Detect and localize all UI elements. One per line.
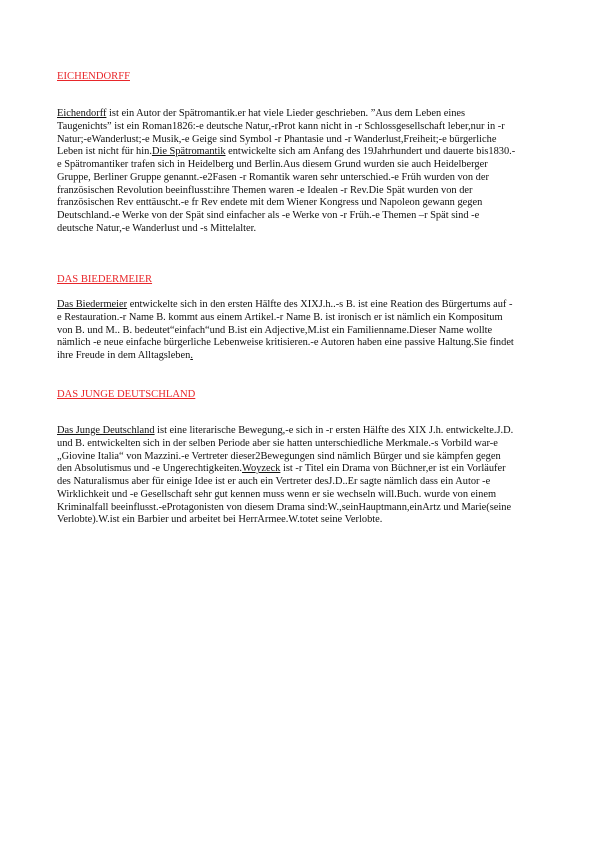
term-biedermeier: Das Biedermeier [57,299,128,310]
term-eichendorff: Eichendorff [57,108,107,119]
section-heading-eichendorff: EICHENDORFF [57,71,130,82]
paragraph-text: entwickelte sich in den ersten Hälfte des XIXJ.h..-s B. ist eine Reation des Bürgertums auf -e Restauration.-r Name B. kommt aus einem Artikel.-r Name B. ist ironisch er ist nämlich ein Kompositum von B. und M.. B. bedeutet“einfach“und B.ist ein Adjective,M.ist ein Familienname.Dieser Name wollte nämlich -e neue einfache bürgerliche Lebenweise kritisieren.-e Autoren haben eine passive Haltung.Sie findet ihre Freude in dem Alltagsleben [57,299,514,361]
paragraph-text: ist -r Titel ein Drama von Büchner,er ist ein Vorläufer des Naturalismus aber für einige Idee ist er auch ein Vertreter desJ.D..Er sagte nämlich dass ein Autor -e Wirklichkeit und -e Gesellschaft sehr gut kennen muss wenn er sie wechseln will.Buch. wurde von einem Kriminalfall beeinflusst.-eProtagonisten von diesem Drama sind:W.,seinHauptmann,einArtz und Marie(seine Verlobte).W.ist ein Barbier und arbeitet bei HerrArmee.W.totet seine Verlobte. [57,463,512,526]
section-heading-junge-deutschland: DAS JUNGE DEUTSCHLAND [57,389,196,400]
paragraph-end-mark: . [190,350,193,361]
term-junge-deutschland: Das Junge Deutschland [57,425,155,436]
term-spaetromantik: Die Spätromantik [151,146,226,158]
section-paragraph-junge-deutschland [57,425,517,527]
term-woyzeck: Woyzeck [241,463,281,475]
section-heading-biedermeier: DAS BIEDERMEIER [57,274,153,285]
paragraph-text: ist ein Autor der Spätromantik.er hat viele Lieder geschrieben. ”Aus dem Leben eines Taugenichts” ist ein Roman1826:-e deutsche Natur,-rProt kann nicht in -r Schlossgesellschaft leber,nur in -r Natur;-eWanderlust;-e Musik,-e Geige sind Symbol -r Phantasie und -r Wanderlust,Freiheit;-e bürgerliche Leben ist nicht für hin. [57,108,505,158]
section-paragraph-eichendorff [57,108,517,236]
paragraph-text: entwickelte sich am Anfang des 19Jahrhundert und dauerte bis1830.-e Spätromantiker trafen sich in Heidelberg und Berlin.Aus diesem Grund wurden sie auch Heidelberger Gruppe, Berliner Gruppe genannt.-e2Fasen -r Romantik waren sehr unterschied.-e Früh wurden von der französischen Revolution beeinflusst:ihre Themen waren -e Idealen -r Rev.Die Spät wurden von der französischen Rev enttäuscht.-e fr Rev endete mit dem Wiener Kongress und Napoleon gewann gegen Deutschland.-e Werke von der Spät sind einfacher als -e Werke von -r Früh.-e Themen –r Spät sind -e deutsche Natur,-e Wanderlust und -s Mittelalter. [57,146,516,234]
section-paragraph-biedermeier [57,299,517,363]
paragraph-text: ist eine literarische Bewegung,-e sich in -r ersten Hälfte des XIX J.h. entwickelte.J.D. und B. entwickelten sich in der selben Periode aber sie hatten unterschiedliche Merkmale.-s Vorbild war-e „Giovine Italia“ von Mazzini.-e Vertreter dieser2Bewegungen sind nämlich Bürger und sie kämpfen gegen den Absolutismus und -e Ungerechtigkeiten. [57,425,514,475]
